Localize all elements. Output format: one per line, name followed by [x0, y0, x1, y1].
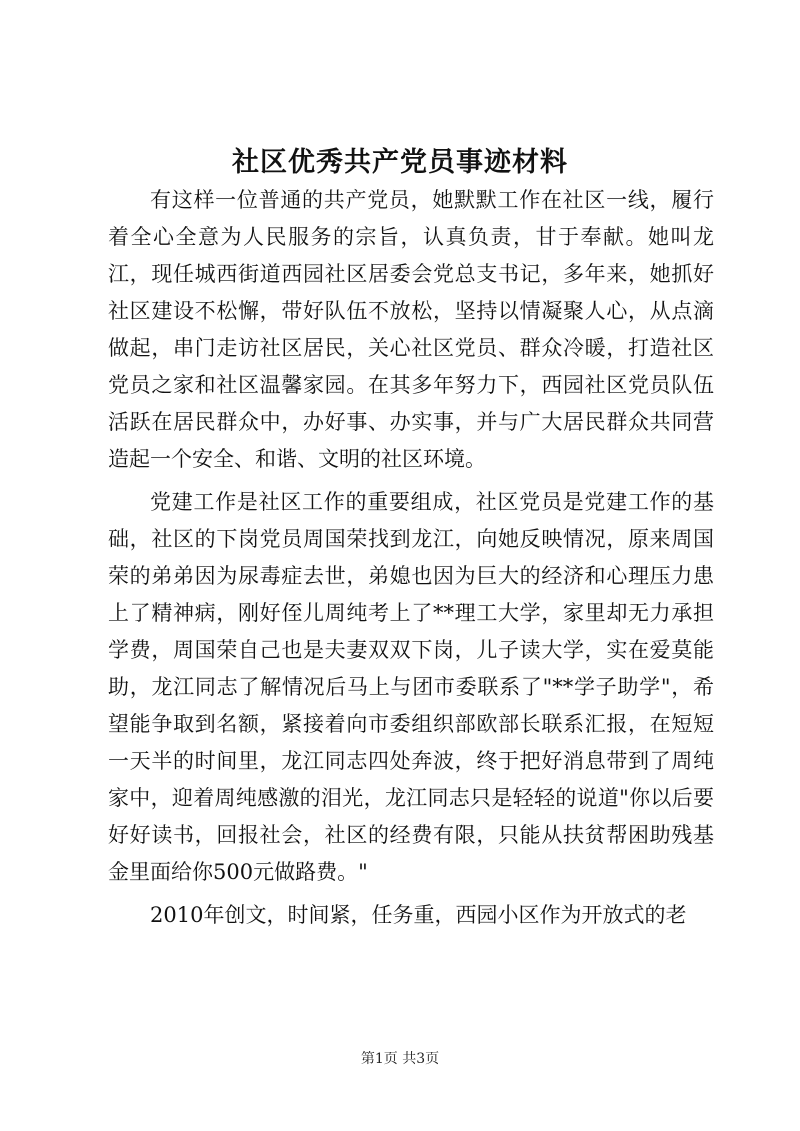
- document-title: 社区优秀共产党员事迹材料: [232, 147, 568, 178]
- paragraph-intro: 有这样一位普通的共产党员，她默默工作在社区一线，履行着全心全意为人民服务的宗旨，认真负责，甘于奉献。她叫龙江，现任城西街道西园社区居委会党总支书记，多年来，她抓好社区建设不松懈，带好队伍不放松，坚持以情凝聚人心，从点滴做起，串门走访社区居民，关心社区党员、群众冷暖，打造社区党员之家和社区温馨家园。在其多年努力下，西园社区党员队伍活跃在居民群众中，办好事、办实事，并与广大居民群众共同营造起一个安全、和谐、文明的社区环境。: [108, 188, 714, 471]
- paragraph-party-building: 党建工作是社区工作的重要组成，社区党员是党建工作的基础，社区的下岗党员周国荣找到龙江，向她反映情况，原来周国荣的弟弟因为尿毒症去世，弟媳也因为巨大的经济和心理压力患上了精神病，刚好侄儿周纯考上了**理工大学，家里却无力承担学费，周国荣自己也是夫妻双双下岗，儿子读大学，实在爱莫能助，龙江同志了解情况后马上与团市委联系了"**学子助学"，希望能争取到名额，紧接着向市委组织部欧部长联系汇报，在短短一天半的时间里，龙江同志四处奔波，终于把好消息带到了周纯家中，迎着周纯感激的泪光，龙江同志只是轻轻的说道"你以后要好好读书，回报社会，社区的经费有限，只能从扶贫帮困助残基金里面给你500元做路费。": [108, 490, 714, 884]
- document-body: [108, 182, 714, 934]
- paragraph-2010: 2010年创文，时间紧，任务重，西园小区作为开放式的老: [150, 903, 687, 927]
- page-footer: 第1页 共3页: [360, 1051, 440, 1067]
